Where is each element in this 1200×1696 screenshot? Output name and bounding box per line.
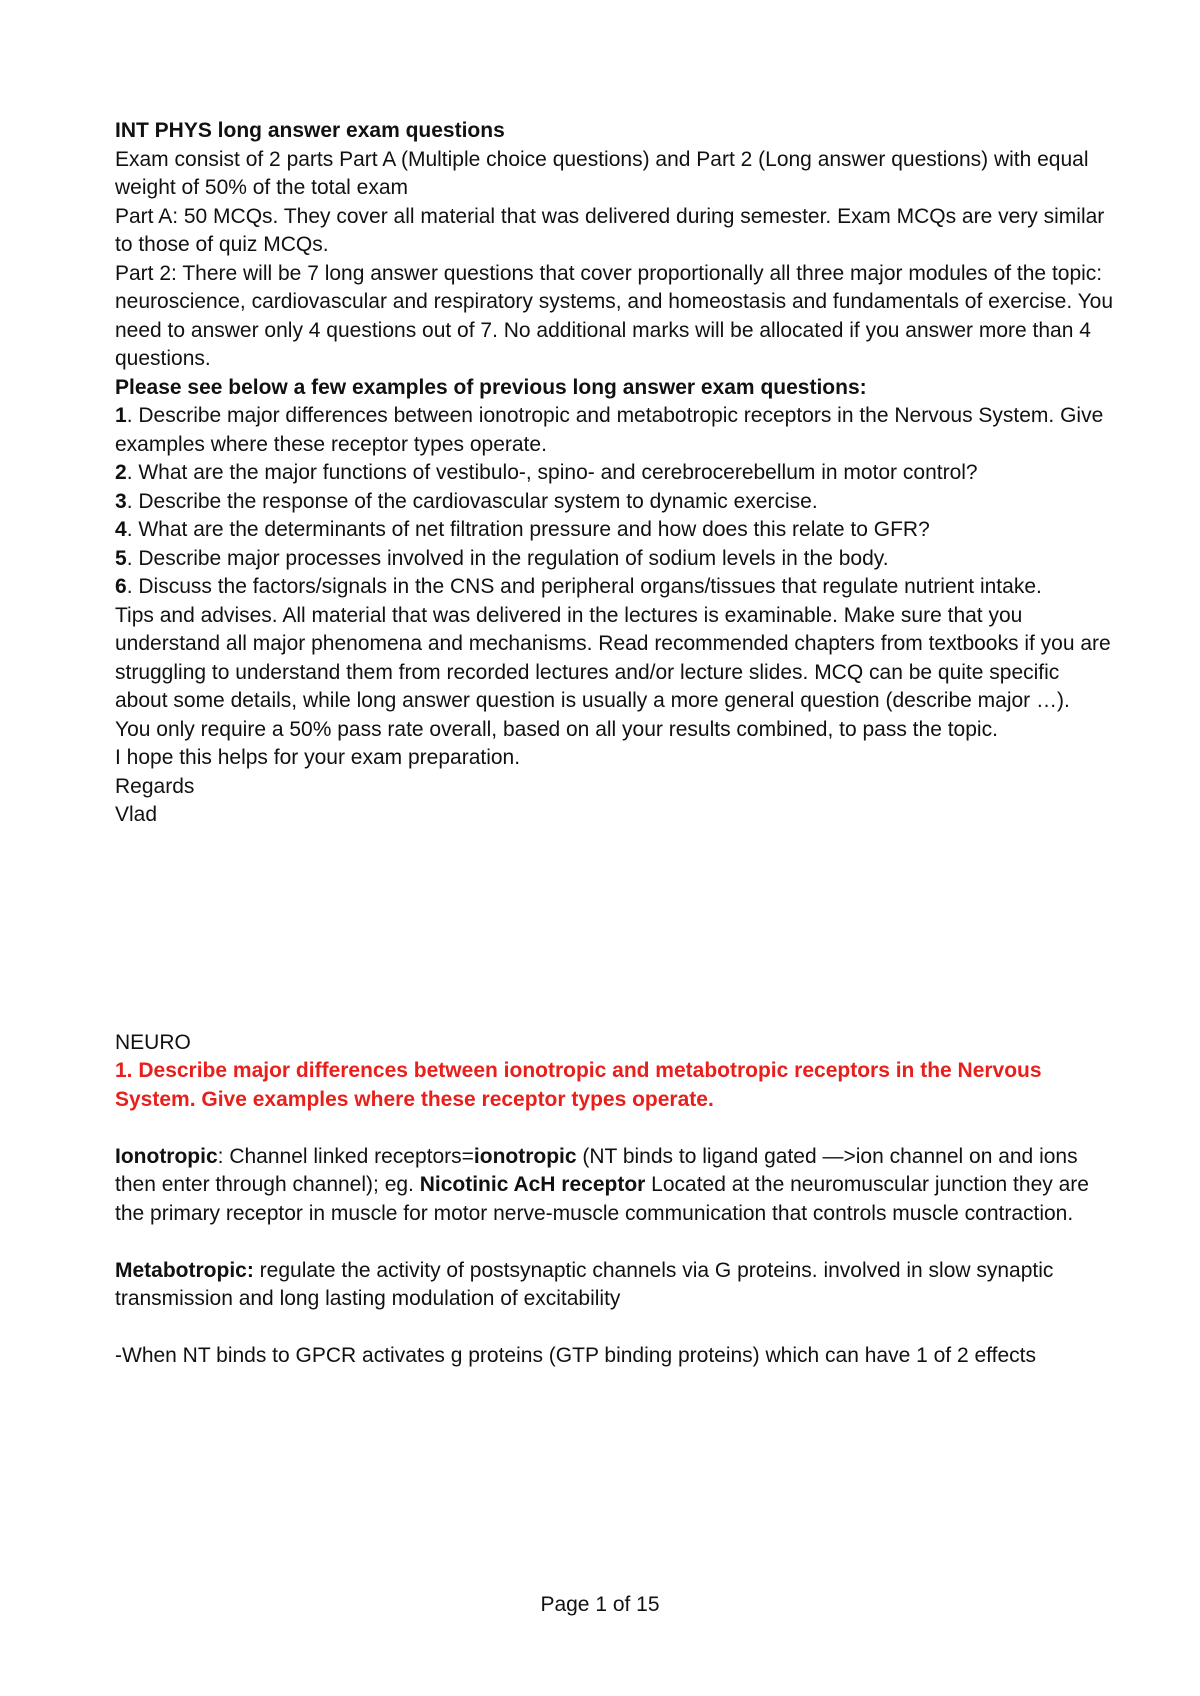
question-number: 2 xyxy=(115,461,127,484)
spacer xyxy=(115,1314,1115,1343)
closing-text: I hope this helps for your exam preparation. xyxy=(115,746,521,769)
gpcr-paragraph: -When NT binds to GPCR activates g proteins (GTP binding proteins) which can have 1 of 2 effects xyxy=(115,1344,1036,1367)
question-text: . Describe major processes involved in the regulation of sodium levels in the body. xyxy=(126,546,889,570)
question-number: 4 xyxy=(115,518,127,541)
metabotropic-text: regulate the activity of postsynaptic channels via G proteins. involved in slow synaptic transmission and long lasting modulation of excitability xyxy=(115,1258,1054,1310)
neuro-question: 1. Describe major differences between ionotropic and metabotropic receptors in the Nervous System. Give examples where these receptor types operate. xyxy=(115,1059,1042,1111)
spacer xyxy=(115,1114,1115,1143)
section-heading-neuro: NEURO xyxy=(115,1030,191,1054)
page-content xyxy=(115,117,1115,1371)
signature: Vlad xyxy=(115,803,158,826)
ionotropic-paragraph xyxy=(115,1143,1115,1229)
question-text: . What are the major functions of vestibulo-, spino- and cerebrocerebellum in motor control? xyxy=(126,461,978,484)
question-number: 3 xyxy=(115,489,127,513)
question-number: 6 xyxy=(115,575,127,598)
question-item xyxy=(115,516,1115,545)
question-text: . What are the determinants of net filtration pressure and how does this relate to GFR? xyxy=(126,518,930,541)
part-2-text: Part 2: There will be 7 long answer questions that cover proportionally all three major modules of the topic: neuroscience, cardiovascular and respiratory systems, and homeostasis and fundamentals of exercise. You need to answer only 4 questions out of 7. No additional marks will be allocated if you answer more than 4 questions. xyxy=(115,261,1114,370)
ionotropic-text: : Channel linked receptors= xyxy=(217,1144,474,1168)
spacer xyxy=(115,830,1115,1029)
document-title: INT PHYS long answer exam questions xyxy=(115,119,505,142)
exam-structure-text: Exam consist of 2 parts Part A (Multiple choice questions) and Part 2 (Long answer questions) with equal weight of 50% of the total exam xyxy=(115,147,1089,199)
page-number-footer: Page 1 of 15 xyxy=(540,1593,660,1616)
tips-text: Tips and advises. All material that was delivered in the lectures is examinable. Make sure that you understand all major phenomena and mechanisms. Read recommended chapters from textbooks if you are struggling to understand them from recorded lectures and/or lecture slides. MCQ can be quite specific about some details, while long answer question is usually a more general question (describe major …). xyxy=(115,603,1111,712)
ionotropic-text: Located at the neuromuscular junction they are the primary receptor in muscle for motor nerve-muscle communication that controls muscle contraction. xyxy=(115,1173,1089,1225)
examples-heading: Please see below a few examples of previous long answer exam questions: xyxy=(115,375,867,399)
question-item xyxy=(115,573,1115,602)
metabotropic-paragraph xyxy=(115,1257,1115,1314)
nicotinic-receptor-term: Nicotinic AcH receptor xyxy=(419,1173,646,1196)
question-text: . Describe major differences between ionotropic and metabotropic receptors in the Nervous System. Give examples where these receptor types operate. xyxy=(115,404,1104,456)
ionotropic-text: (NT binds to ligand gated —>ion channel on and ions then enter through channel); eg. xyxy=(115,1144,1078,1196)
ionotropic-term: ionotropic xyxy=(473,1144,577,1168)
question-number: 5 xyxy=(115,546,127,570)
question-number: 1 xyxy=(115,404,127,427)
question-text: . Discuss the factors/signals in the CNS and peripheral organs/tissues that regulate nutrient intake. xyxy=(126,575,1042,598)
question-item xyxy=(115,402,1115,459)
spacer xyxy=(115,1228,1115,1257)
question-item xyxy=(115,459,1115,488)
question-item xyxy=(115,545,1115,574)
metabotropic-label: Metabotropic: xyxy=(115,1258,254,1282)
regards-text: Regards xyxy=(115,774,195,798)
ionotropic-label: Ionotropic xyxy=(115,1144,218,1168)
question-item xyxy=(115,488,1115,517)
question-text: . Describe the response of the cardiovascular system to dynamic exercise. xyxy=(126,489,818,513)
part-a-text: Part A: 50 MCQs. They cover all material that was delivered during semester. Exam MCQs are very similar to those of quiz MCQs. xyxy=(115,204,1105,256)
pass-rate-text: You only require a 50% pass rate overall, based on all your results combined, to pass the topic. xyxy=(115,717,998,741)
